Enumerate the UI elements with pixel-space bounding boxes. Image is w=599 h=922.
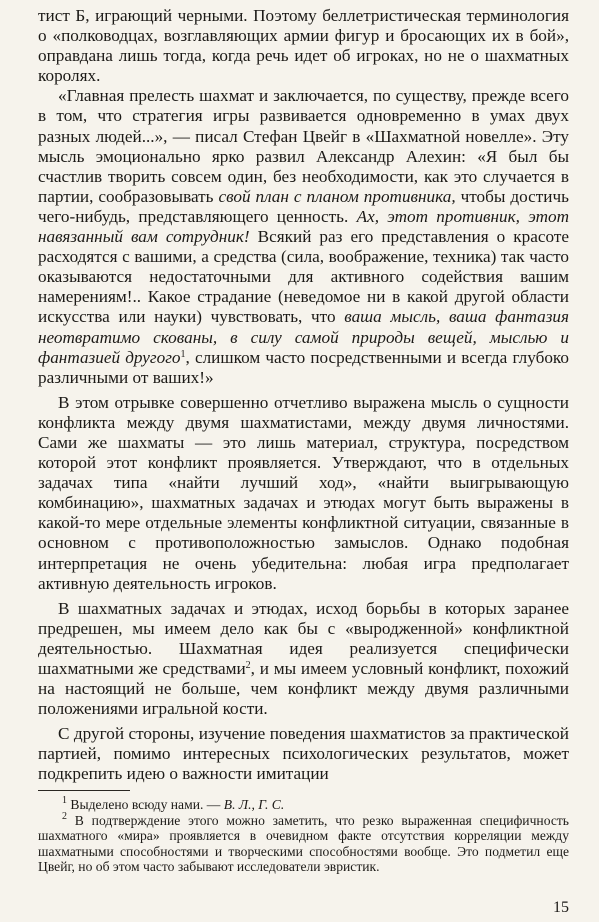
footnote [38,797,569,813]
paragraph-quote [38,86,569,387]
footnote-mark: 2 [62,810,67,822]
footnote-mark: 1 [62,795,67,806]
footnote-text: В подтверждение этого можно заметить, что резко выраженная специфичность шахматного «мира» проявляется в очевидном факте отсутствия корреляции между шахматными способностями и творческими способностями вообще. Это подметил еще Цвейг, но об этом часто забывают исследователи эвристик. [38,812,569,875]
footnote-text: Выделено всюду нами. — [67,797,224,812]
paragraph-text: «Главная прелесть шахмат и заключается, по существу, прежде всего в том, что стратегия игры развивается одновременно в умах двух разных людей...», — писал Стефан Цвейг в «Шахматной новелле». Эту мысль эмоционально ярко развил Александр Алехин: «Я был бы счастлив творить совсем один, без необходимости, как это случается в партии, сообразовывать [38,86,569,206]
paragraph [38,599,569,720]
paragraph-text: В шахматных задачах и этюдах, исход борьбы в которых заранее предрешен, мы имеем дело как бы с «выродженной» конфликтной деятельностью. Шахматная идея реализуется специфически шахматными же средствами [38,598,569,678]
italic-emphasis: свой план с планом противника, [218,186,456,206]
main-text [38,6,569,785]
paragraph-text: чтобы достичь чего-нибудь, представляющего ценность. [38,186,569,226]
page-number: 15 [553,899,569,916]
footnote [38,810,569,875]
paragraph-text: , слишком часто посредственными и всегда глубоко различными от ваших!» [38,347,569,387]
paragraph-continuation [38,6,569,86]
italic-emphasis: Ах, этот противник, этот навязанный вам сотрудник! [38,206,569,247]
footnote-divider [38,790,130,791]
footnotes [38,797,569,875]
paragraph-text: тист Б, играющий черными. Поэтому беллетристическая терминология о «полководцах, возглавляющих армии фигур и бросающих их в бой», оправдана лишь тогда, когда речь идет об игроках, но не о шахматных королях. [38,6,569,86]
paragraph [38,393,569,594]
footnote-signature: В. Л., Г. С. [223,797,285,812]
paragraph-text: Всякий раз его представления о красоте расходятся с вашими, а средства (сила, воображение, техника) так часто оказываются недостаточными для активного содействия вашим намерениям!.. Какое страдание (неведомое ни в какой другой области искусства или науки) чувствовать, что [38,227,569,327]
paragraph-text: , и мы имеем условный конфликт, похожий на настоящий не больше, чем конфликт между двумя различными положениями игральной кости. [38,659,569,719]
footnote-ref: 1 [180,348,186,360]
italic-emphasis: ваша мысль, ваша фантазия неотвратимо скованы, в силу самой природы вещей, мыслью и фантазией другого [38,307,569,367]
paragraph-text: В этом отрывке совершенно отчетливо выражена мысль о сущности конфликта между двумя шахматистами, между двумя личностями. Сами же шахматы — это лишь материал, структура, посредством которой этот конфликт проявляется. Утверждают, что в отдельных задачах типа «найти лучший ход», «найти выигрывающую комбинацию», шахматных задачах и этюдах могут быть выражены в какой-то мере отдельные элементы конфликтной ситуации, связанные в основном с противоположностью замыслов. Однако подобная интерпретация не очень убедительна: любая игра предполагает активную деятельность игроков. [38,392,569,593]
footnote-ref: 2 [245,660,251,671]
paragraph-text: С другой стороны, изучение поведения шахматистов за практической партией, помимо интересных психологических результатов, может подкрепить идею о важности имитации [38,724,569,784]
paragraph [38,724,569,784]
